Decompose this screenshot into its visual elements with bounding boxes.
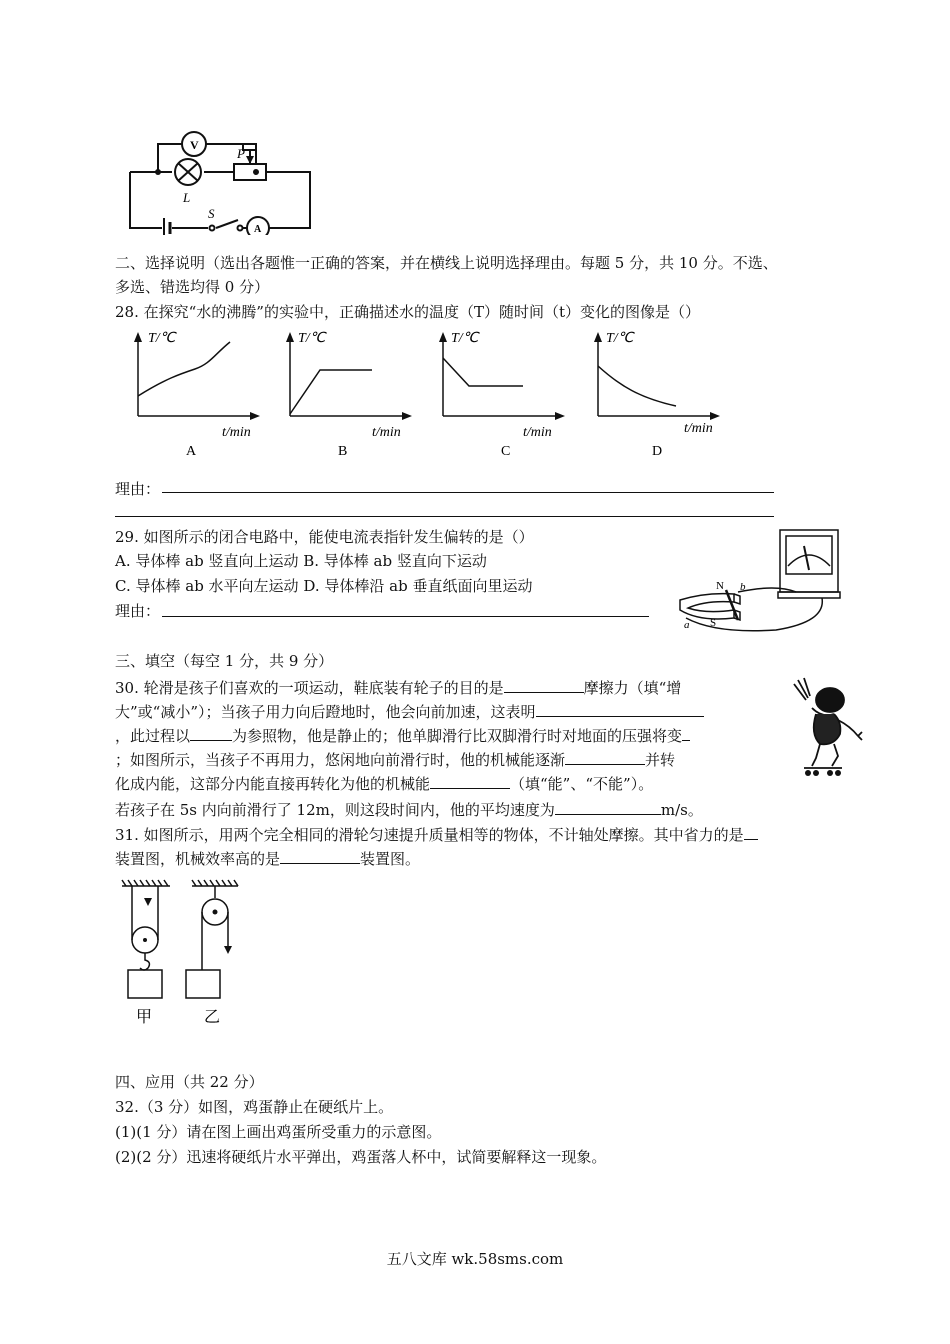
q30-l3a: ，此过程以 bbox=[115, 727, 191, 745]
graph-c-ylabel: T/℃ bbox=[451, 331, 479, 346]
magnet-galvanometer-figure bbox=[676, 522, 856, 637]
graph-b bbox=[272, 324, 422, 464]
q30-blank-3[interactable] bbox=[190, 724, 232, 741]
q31-line-1 bbox=[115, 823, 758, 846]
q31-l2b: 装置图。 bbox=[360, 850, 421, 868]
q32-line-1: 32.（3 分）如图，鸡蛋静止在硬纸片上。 bbox=[115, 1098, 394, 1116]
q29-text: 29. 如图所示的闭合电路中，能使电流表指针发生偏转的是（） bbox=[115, 528, 534, 546]
graph-b-label: B bbox=[338, 444, 348, 459]
graph-a-ylabel: T/℃ bbox=[148, 331, 176, 346]
graph-d-xlabel: t/min bbox=[684, 421, 713, 436]
graph-a-xlabel: t/min bbox=[222, 425, 251, 440]
graph-b-xlabel: t/min bbox=[372, 425, 401, 440]
skater-figure bbox=[776, 674, 866, 780]
q30-l2: 大”或“减小”）；当孩子用力向后蹬地时，他会向前加速，这表明 bbox=[115, 703, 536, 721]
graph-d-label: D bbox=[652, 444, 663, 459]
graph-c-label: C bbox=[501, 444, 511, 459]
section2-heading: 二、选择说明（选出各题惟一正确的答案，并在横线上说明选择理由。每题 5 分，共 10 分。不选、 bbox=[115, 254, 778, 272]
q30-blank-1[interactable] bbox=[504, 676, 584, 693]
q31-l2a: 装置图，机械效率高的是 bbox=[115, 850, 281, 868]
q30-l3b: 为参照物，他是静止的；他单脚滑行比双脚滑行时对地面的压强将变 bbox=[232, 727, 683, 745]
graph-b-ylabel: T/℃ bbox=[298, 331, 326, 346]
rod-b-label: b bbox=[740, 581, 746, 593]
q29-reason-label: 理由： bbox=[115, 602, 161, 620]
magnet-n-label: N bbox=[716, 580, 724, 592]
pulley-label-left: 甲 bbox=[136, 1009, 153, 1026]
q29-reason-line[interactable] bbox=[162, 616, 649, 617]
q30-line-2 bbox=[115, 700, 704, 723]
q30-line-4 bbox=[115, 748, 675, 771]
graph-c-xlabel: t/min bbox=[523, 425, 552, 440]
graph-c bbox=[425, 324, 575, 464]
q30-blank-7[interactable] bbox=[555, 798, 661, 815]
rod-a-label: a bbox=[684, 619, 690, 631]
slider-label: P bbox=[237, 146, 245, 161]
q30-blank-6[interactable] bbox=[430, 772, 510, 789]
q31-blank-2[interactable] bbox=[280, 847, 360, 864]
circuit-diagram bbox=[120, 120, 320, 235]
magnet-s-label: S bbox=[710, 617, 717, 629]
q30-line-3 bbox=[115, 724, 690, 747]
q32-line-2: (1)(1 分）请在图上画出鸡蛋所受重力的示意图。 bbox=[115, 1123, 442, 1141]
footer-text: 五八文库 wk.58sms.com bbox=[386, 1250, 564, 1268]
graph-d-ylabel: T/℃ bbox=[606, 331, 634, 346]
voltmeter-label: V bbox=[190, 138, 199, 152]
pulley-label-right: 乙 bbox=[204, 1009, 221, 1026]
q30-l1a: 30. 轮滑是孩子们喜欢的一项运动，鞋底装有轮子的目的是 bbox=[115, 679, 504, 697]
q30-l6a: 若孩子在 5s 内向前滑行了 12m，则这段时间内，他的平均速度为 bbox=[115, 801, 555, 819]
q30-blank-2[interactable] bbox=[536, 700, 704, 717]
rheostat-icon bbox=[234, 164, 266, 180]
q30-line-6 bbox=[115, 798, 703, 821]
q30-blank-4[interactable] bbox=[682, 724, 690, 741]
q29-options-1: A. 导体棒 ab 竖直向上运动 B. 导体棒 ab 竖直向下运动 bbox=[115, 552, 487, 570]
graph-d bbox=[580, 324, 740, 464]
q28-text: 28. 在探究“水的沸腾”的实验中，正确描述水的温度（T）随时间（t）变化的图像是（） bbox=[115, 303, 700, 321]
q29-options-2: C. 导体棒 ab 水平向左运动 D. 导体棒沿 ab 垂直纸面向里运动 bbox=[115, 577, 533, 595]
q28-reason-line-1[interactable] bbox=[162, 492, 774, 493]
q30-line-5 bbox=[115, 772, 653, 795]
section4-heading: 四、应用（共 22 分） bbox=[115, 1073, 264, 1091]
graph-a bbox=[120, 324, 270, 464]
q30-l5a: 化成内能，这部分内能直接再转化为他的机械能 bbox=[115, 775, 431, 793]
section2-heading-cont: 多选、错选均得 0 分） bbox=[115, 278, 270, 296]
q30-l4a: ；如图所示，当孩子不再用力，悠闲地向前滑行时，他的机械能逐渐 bbox=[115, 751, 566, 769]
q28-reason-label: 理由： bbox=[115, 480, 161, 498]
q30-blank-5[interactable] bbox=[565, 748, 645, 765]
q30-l4b: 并转 bbox=[645, 751, 676, 769]
q31-l1: 31. 如图所示，用两个完全相同的滑轮匀速提升质量相等的物体，不计轴处摩擦。其中省力的是 bbox=[115, 826, 744, 844]
q30-l6b: m/s。 bbox=[660, 801, 703, 819]
lamp-label: L bbox=[183, 190, 191, 205]
ammeter-label: A bbox=[254, 224, 262, 235]
switch-label: S bbox=[208, 206, 215, 221]
q30-l5b: （填“能”、“不能”）。 bbox=[510, 775, 654, 793]
q31-line-2 bbox=[115, 847, 420, 870]
q30-line-1 bbox=[115, 676, 681, 699]
q28-reason-line-2[interactable] bbox=[115, 516, 774, 517]
q32-line-3: (2)(2 分）迅速将硬纸片水平弹出，鸡蛋落人杯中，试简要解释这一现象。 bbox=[115, 1148, 607, 1166]
section3-heading: 三、填空（每空 1 分，共 9 分） bbox=[115, 652, 334, 670]
pulley-figure bbox=[118, 878, 248, 1028]
graph-a-label: A bbox=[186, 444, 197, 459]
q31-blank-1[interactable] bbox=[744, 823, 758, 840]
q30-l1b: 摩擦力（填“增 bbox=[583, 679, 682, 697]
